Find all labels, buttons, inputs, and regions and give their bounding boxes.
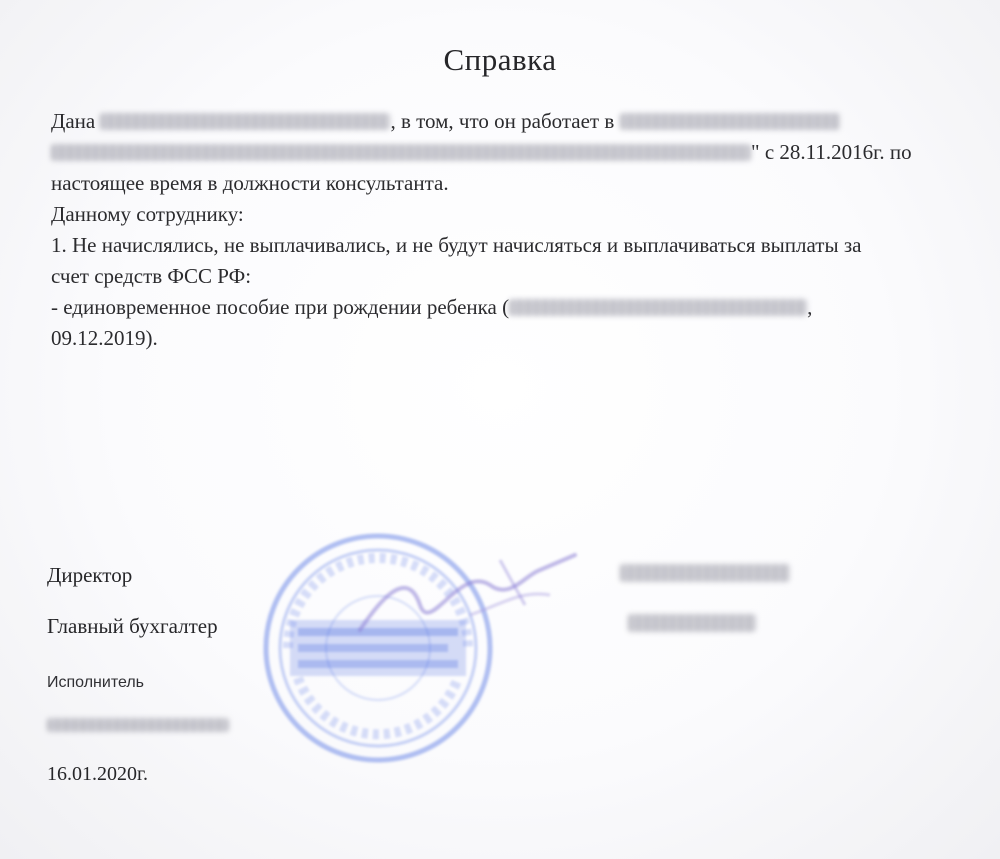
body-line-3: настоящее время в должности консультанта. [51,171,449,195]
redacted-organization-name-cont [51,144,751,161]
body-line-8: 09.12.2019). [51,326,158,350]
director-label: Директор [47,563,133,587]
body-line-1 [51,106,966,137]
body-text: " с 28.11.2016г. по [751,140,912,164]
body-line-7 [51,292,966,323]
redacted-employee-name [100,113,390,130]
redacted-accountant-name [628,614,756,632]
executor-label: Исполнитель [47,674,145,691]
handwritten-signature [350,545,590,655]
redacted-director-name [620,564,790,582]
body-text: , в том, что он работает в [390,109,615,133]
body-line-4: Данному сотруднику: [51,202,244,226]
body-text: , [807,295,813,319]
body-line-2 [51,137,966,168]
body-text: Дана [51,109,96,133]
document-body [51,106,966,354]
redacted-child-name [509,299,807,316]
signature-graphic [350,545,590,655]
chief-accountant-label: Главный бухгалтер [47,614,218,638]
redacted-organization-name [620,113,840,130]
document-title: Справка [443,42,557,77]
body-line-6: счет средств ФСС РФ: [51,264,252,288]
redacted-executor-info [47,718,229,732]
body-text: - единовременное пособие при рождении ребенка ( [51,295,510,319]
document-date: 16.01.2020г. [47,763,148,785]
body-line-5: 1. Не начислялись, не выплачивались, и не будут начисляться и выплачиваться выплаты за [51,233,862,257]
